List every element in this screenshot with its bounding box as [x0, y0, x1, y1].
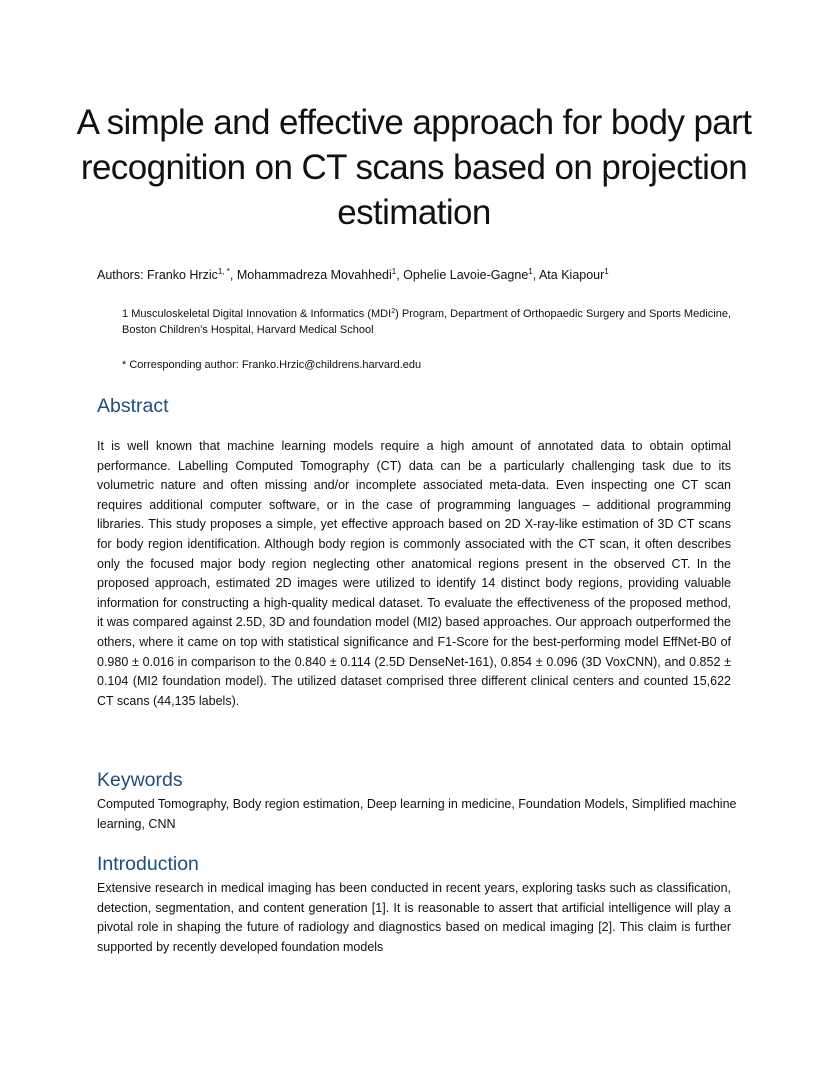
affiliation-text-start: 1 Musculoskeletal Digital Innovation & Informatics (MDI: [122, 308, 392, 320]
author-second: , Mohammadreza Movahhedi: [229, 268, 392, 282]
author-third-affiliation-mark: 1: [528, 267, 533, 276]
keywords-body: Computed Tomography, Body region estimation, Deep learning in medicine, Foundation Models, Simplified machine learning, CNN: [97, 797, 737, 831]
corresponding-author: * Corresponding author: Franko.Hrzic@childrens.harvard.edu: [122, 359, 422, 371]
abstract-body: It is well known that machine learning models require a high amount of annotated data to obtain optimal performance. Labelling Computed Tomography (CT) data can be a particularly challenging task due to its volumetric nature and often missing and/or incomplete associated meta-data. Even inspecting one CT scan requires additional computer software, or in the case of programming languages – additional programming libraries. This study proposes a simple, yet effective approach based on 2D X-ray-like estimation of 3D CT scans for body region identification. Although body region is commonly associated with the CT scan, it often describes only the focused major body region neglecting other anatomical regions present in the observed CT. In the proposed approach, estimated 2D images were utilized to identify 14 distinct body regions, providing valuable information for constructing a high-quality medical dataset. To evaluate the effectiveness of the proposed method, it was compared against 2.5D, 3D and foundation model (MI2) based approaches. Our approach outperformed the others, where it came on top with statistical significance and F1-Score for the best-performing model EffNet-B0 of 0.980 ± 0.016 in comparison to the 0.840 ± 0.114 (2.5D DenseNet-161), 0.854 ± 0.096 (3D VoxCNN), and 0.852 ± 0.104 (MI2 foundation model). The utilized dataset comprised three different clinical centers and counted 15,622 CT scans (44,135 labels).: [97, 439, 731, 708]
paper-title: A simple and effective approach for body part recognition on CT scans based on projection estimation: [76, 103, 752, 232]
author-second-affiliation-mark: 1: [391, 267, 397, 276]
introduction-heading: Introduction: [97, 853, 199, 875]
abstract-heading: Abstract: [97, 395, 169, 417]
introduction-body: Extensive research in medical imaging has been conducted in recent years, exploring tasks such as classification, detection, segmentation, and content generation [1]. It is reasonable to assert that artificial intelligence will play a pivotal role in shaping the future of radiology and diagnostics based on medical imaging [2]. This claim is further supported by recently developed foundation models: [97, 881, 731, 954]
author-fourth: , Ata Kiapour: [532, 268, 605, 282]
author-third: , Ophelie Lavoie-Gagne: [396, 268, 529, 282]
affiliation-superscript: 2: [391, 308, 396, 315]
affiliation-text-end: ) Program, Department of Orthopaedic Surgery and Sports Medicine, Boston Children's Hospital, Harvard Medical School: [122, 308, 731, 336]
author-fourth-affiliation-mark: 1: [604, 267, 609, 276]
author-first-affiliation-mark: 1, *: [217, 267, 230, 276]
keywords-heading: Keywords: [97, 769, 183, 791]
affiliation: [122, 306, 731, 338]
author-first: Authors: Franko Hrzic: [97, 268, 218, 282]
author-line: [97, 266, 737, 284]
